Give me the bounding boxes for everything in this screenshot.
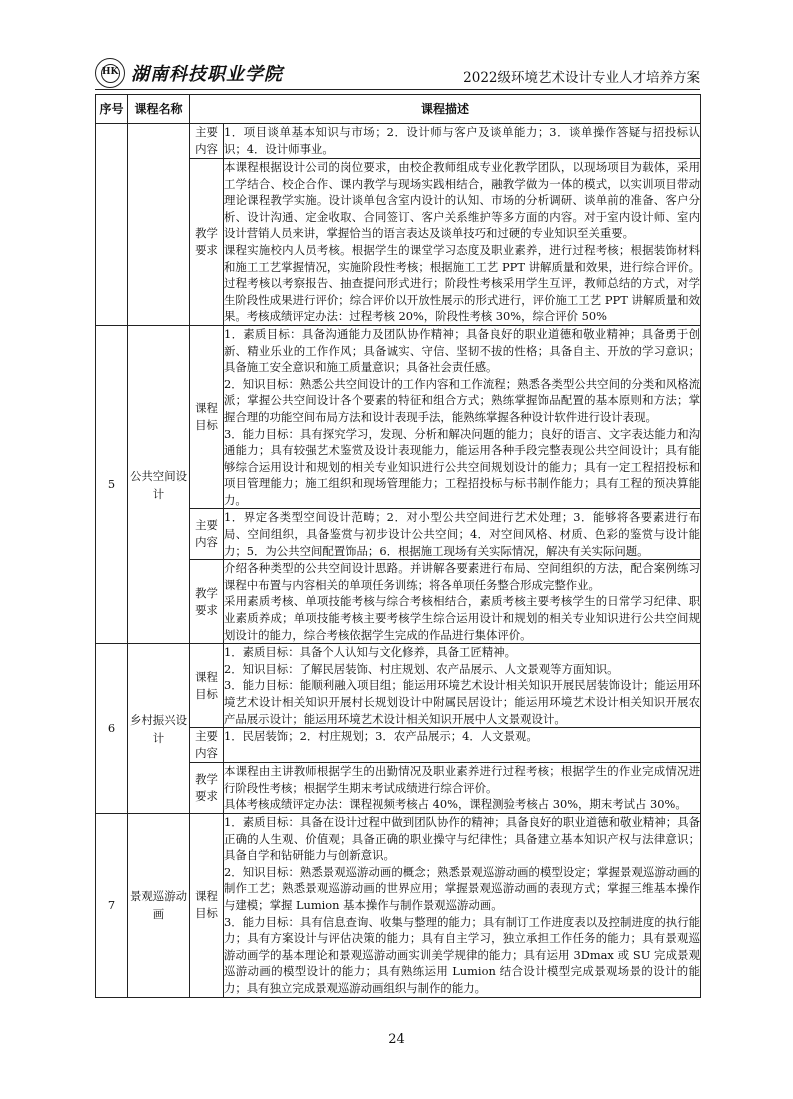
description-paragraph: 1．素质目标：具备沟通能力及团队协作精神；具备良好的职业道德和敬业精神；具备勇于创新、精业乐业的工作作风；具备诚实、守信、坚韧不拔的性格；具备自主、开放的学习意识；具备施工安全意识和施工质量意识；具备社会责任感。 [224,326,701,375]
description-paragraph: 1．项目谈单基本知识与市场；2．设计师与客户及谈单能力；3．谈单操作答疑与招投标认识；4．设计师事业。 [224,125,701,156]
header-course-name: 课程名称 [128,95,190,124]
description-paragraph: 介绍各种类型的公共空间设计思路。并讲解各要素进行布局、空间组织的方法，配合案例练习课程中布置与内容相关的单项任务训练；将各单项任务整合形成完整作业。 [224,561,701,592]
page-header [95,58,700,90]
description-paragraph: 2．知识目标：熟悉公共空间设计的工作内容和工作流程；熟悉各类型公共空间的分类和风格流派；掌握公共空间设计各个要素的特征和组合方式；熟练掌握饰品配置的基本原则和方法；掌握合理的功能空间布局方法和设计表现手法，能熟练掌握各种设计软件进行设计表现。 [224,376,701,424]
section-label: 教学要求 [190,763,224,814]
description-paragraph: 采用素质考核、单项技能考核与综合考核相结合，素质考核主要考核学生的日常学习纪律、职业素质养成；单项技能考核主要考核学生综合运用设计和规划的相关专业知识进行公共空间规划设计的能力，综合考核依据学生完成的作品进行集体评价。 [224,594,701,642]
course-number: 5 [96,325,128,643]
section-label: 课程目标 [190,325,224,509]
course-name [128,124,190,326]
section-label: 教学要求 [190,159,224,326]
description-paragraph: 课程实施校内人员考核。根据学生的课堂学习态度及职业素养，进行过程考核；根据装饰材料和施工工艺掌握情况，实施阶段性考核；根据施工工艺 PPT 讲解质量和效果，进行综合评价。过程考核以考察报告、抽查提问形式进行；阶段性考核采用学生互评，教师总结的方式，对学生阶段性成果进行评价；综合评价以开放性展示的形式进行，评价施工工艺 PPT 讲解质量和效果。考核成绩评定办法：过程考核 20%，阶段性考核 30%，综合评价 50% [224,242,701,324]
description-paragraph: 1．素质目标：具备个人认知与文化修养，具备工匠精神。 [224,645,517,660]
section-description [224,159,701,326]
header-num: 序号 [96,95,128,124]
curriculum-table [95,94,701,998]
page-number: 24 [388,1032,405,1047]
description-paragraph: 3．能力目标：具有探究学习，发现、分析和解决问题的能力；良好的语言、文字表达能力和沟通能力；具有较强艺术鉴赏及设计表现能力，能运用各种手段完整表现公共空间设计；具有能够综合运用设计和规划的相关专业知识进行公共空间规划设计的能力；具有一定工程招投标和项目管理能力；施工组织和现场管理能力；工程招投标与标书制作能力；具有工程的预决算能力。 [224,426,701,507]
description-paragraph: 本课程由主讲教师根据学生的出勤情况及职业素养进行过程考核；根据学生的作业完成情况进行阶段性考核；根据学生期末考试成绩进行综合评价。 [224,764,701,795]
school-name: 湖南科技职业学院 [131,64,283,85]
section-description [224,644,701,728]
description-paragraph: 1．民居装饰；2．村庄规划；3．农产品展示；4．人文景观。 [224,729,538,744]
section-description [224,560,701,644]
school-logo-icon [95,58,125,88]
description-paragraph: 本课程根据设计公司的岗位要求，由校企教师组成专业化教学团队，以现场项目为载体，采用工学结合、校企合作、课内教学与现场实践相结合，融教学做为一体的模式，以实训项目带动理论课程教学实施。设计谈单包含室内设计的认知、市场的分析调研、谈单前的准备、客户分析、设计沟通、定金收取、合同签订、客户关系维护等多方面的内容。对于室内设计师、室内设计营销人员来讲，掌握恰当的语言表达及谈单技巧和过硬的专业知识至关重要。 [224,160,701,241]
description-paragraph: 3．能力目标：能顺利融入项目组；能运用环境艺术设计相关知识开展民居装饰设计；能运用环境艺术设计相关知识开展村长规划设计中附属民居设计；能运用环境艺术设计相关知识开展农产品展示设计；能运用环境艺术设计相关知识开展中人文景观设计。 [224,678,701,726]
section-label: 课程目标 [190,813,224,997]
course-number: 6 [96,644,128,814]
section-description [224,728,701,763]
course-name: 乡村振兴设计 [128,644,190,814]
table-row [96,325,701,509]
description-paragraph: 具体考核成绩评定办法：课程视频考核占 40%，课程测验考核占 30%，期末考试占 30%。 [224,797,687,812]
logo-text: HK [102,67,119,77]
description-paragraph: 3．能力目标：具有信息查询、收集与整理的能力；具有制订工作进度表以及控制进度的执行能力；具有方案设计与评估决策的能力；具有自主学习，独立承担工作任务的能力；具有景观巡游动画学的基本理论和景观巡游动画实训美学规律的能力；具有运用 3Dmax 或 SU 完成景观巡游动画的模型设计的能力；具有熟练运用 Lumion 结合设计模型完成景观场景的设计的能力；具有独立完成景观巡游动画组织与制作的能力。 [224,914,701,995]
section-description [224,763,701,814]
section-description [224,325,701,509]
course-name: 景观巡游动画 [128,813,190,997]
section-label: 课程目标 [190,644,224,728]
section-description [224,813,701,997]
plan-title: 2022级环境艺术设计专业人才培养方案 [463,70,700,86]
description-paragraph: 2．知识目标：了解民居装饰、村庄规划、农产品展示、人文景观等方面知识。 [224,661,619,676]
description-paragraph: 1．界定各类型空间设计范畴；2．对小型公共空间进行艺术处理；3．能够将各要素进行布局、空间组织，具备鉴赏与初步设计公共空间；4．对空间风格、材质、色彩的鉴赏与设计能力；5．为公共空间配置饰品；6．根据施工现场有关实际情况，解决有关实际问题。 [224,510,701,558]
header-divider [95,89,700,90]
section-label: 主要内容 [190,728,224,763]
course-number: 7 [96,813,128,997]
table-row [96,124,701,159]
section-label: 教学要求 [190,560,224,644]
section-description [224,509,701,560]
section-description [224,124,701,159]
section-label: 主要内容 [190,509,224,560]
course-name: 公共空间设计 [128,325,190,643]
description-paragraph: 2．知识目标：熟悉景观巡游动画的概念；熟悉景观巡游动画的模型设定；掌握景观巡游动画的制作工艺；熟悉景观巡游动画的世界应用；掌握景观巡游动画的表现方式；掌握三维基本操作与建模；掌握 Lumion 基本操作与制作景观巡游动画。 [224,864,701,912]
course-number [96,124,128,326]
table-row [96,813,701,997]
description-paragraph: 1．素质目标：具备在设计过程中做到团队协作的精神；具备良好的职业道德和敬业精神；具备正确的人生观、价值观；具备正确的职业操守与纪律性；具备建立基本知识产权与法律意识；具备自学和钻研能力与创新意识。 [224,814,701,863]
section-label: 主要内容 [190,124,224,159]
table-row [96,644,701,728]
header-description: 课程描述 [190,95,701,124]
table-header-row [96,95,701,124]
